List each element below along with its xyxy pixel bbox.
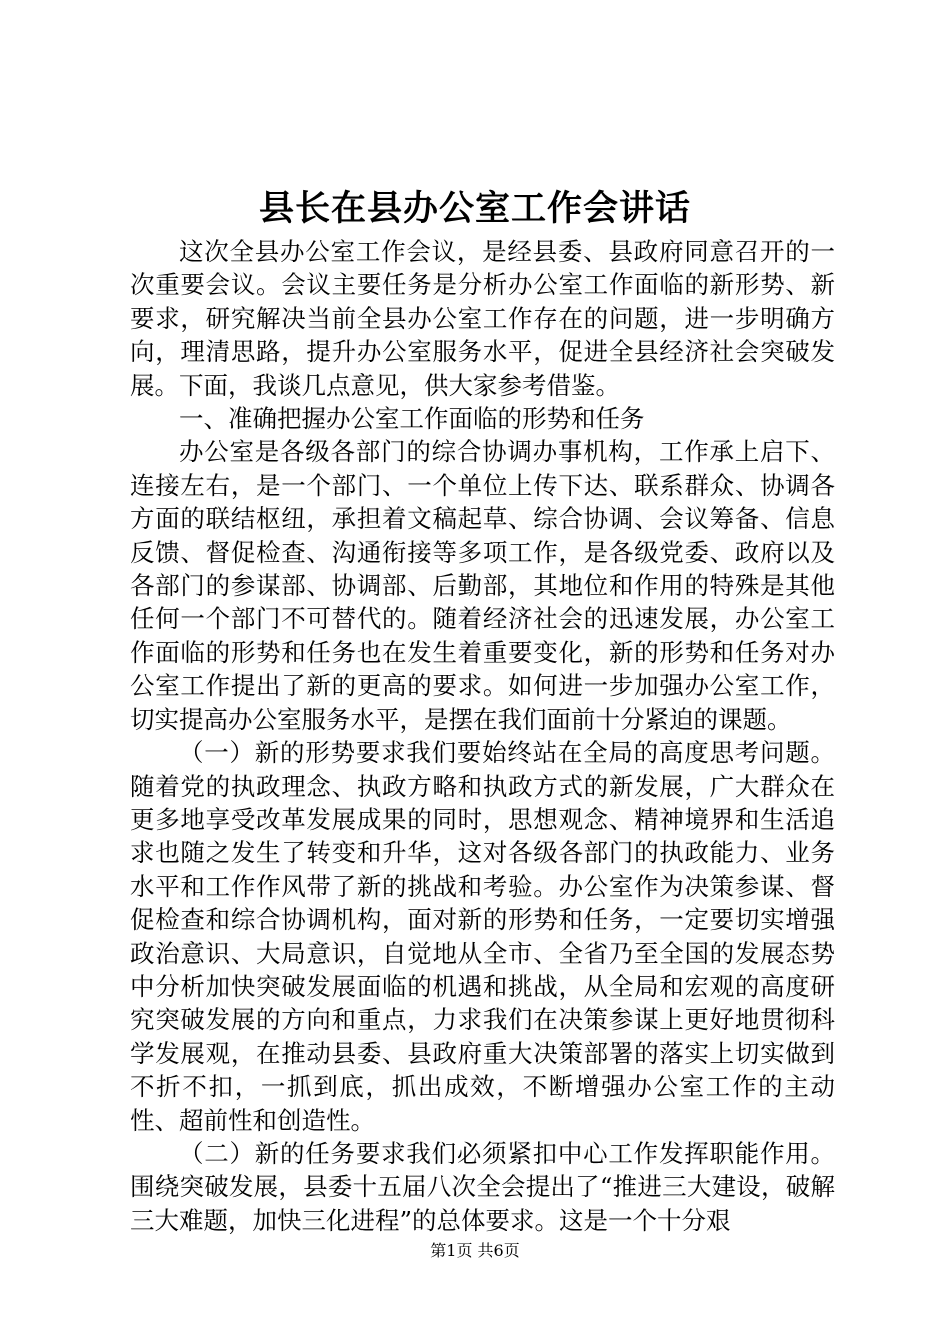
paragraph-office-role: 办公室是各级各部门的综合协调办事机构，工作承上启下、连接左右，是一个部门、一个单位上传下达、联系群众、协调各方面的联结枢纽，承担着文稿起草、综合协调、会议筹备、信息反馈、督促检查、沟通衔接等多项工作，是各级党委、政府以及各部门的参谋部、协调部、后勤部，其地位和作用的特殊是其他任何一个部门不可替代的。随着经济社会的迅速发展，办公室工作面临的形势和任务也在发生着重要变化，新的形势和任务对办公室工作提出了新的更高的要求。如何进一步加强办公室工作，切实提高办公室服务水平，是摆在我们面前十分紧迫的课题。 xyxy=(130,437,835,734)
document-body xyxy=(130,235,835,1237)
page-footer: 第1页 共6页 xyxy=(430,1241,520,1260)
document-title: 县长在县办公室工作会讲话 xyxy=(258,188,691,229)
paragraph-subsection-1: （一）新的形势要求我们要始终站在全局的高度思考问题。随着党的执政理念、执政方略和执政方式的新发展，广大群众在更多地享受改革发展成果的同时，思想观念、精神境界和生活追求也随之发生了转变和升华，这对各级各部门的执政能力、业务水平和工作作风带了新的挑战和考验。办公室作为决策参谋、督促检查和综合协调机构，面对新的形势和任务，一定要切实增强政治意识、大局意识，自觉地从全市、全省乃至全国的发展态势中分析加快突破发展面临的机遇和挑战，从全局和宏观的高度研究突破发展的方向和重点，力求我们在决策参谋上更好地贯彻科学发展观，在推动县委、县政府重大决策部署的落实上切实做到不折不扣，一抓到底，抓出成效，不断增强办公室工作的主动性、超前性和创造性。 xyxy=(130,738,835,1135)
paragraph-intro: 这次全县办公室工作会议，是经县委、县政府同意召开的一次重要会议。会议主要任务是分析办公室工作面临的新形势、新要求，研究解决当前全县办公室工作存在的问题，进一步明确方向，理清思路，提升办公室服务水平，促进全县经济社会突破发展。下面，我谈几点意见，供大家参考借鉴。 xyxy=(130,237,835,400)
section-heading-1: 一、准确把握办公室工作面临的形势和任务 xyxy=(179,404,645,434)
paragraph-subsection-2: （二）新的任务要求我们必须紧扣中心工作发挥职能作用。围绕突破发展，县委十五届八次全会提出了“推进三大建设，破解三大难题，加快三化进程”的总体要求。这是一个十分艰 xyxy=(130,1138,835,1235)
